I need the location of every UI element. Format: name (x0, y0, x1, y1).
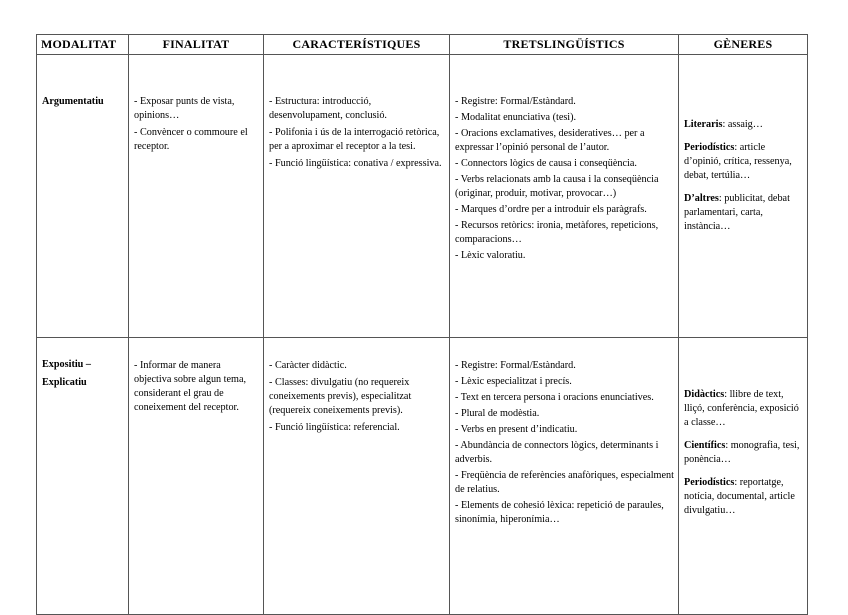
cell-caracteristiques (264, 55, 450, 338)
cell-modalitat (37, 55, 129, 338)
cell-caracteristiques (264, 338, 450, 615)
list-item: - Registre: Formal/Estàndard. (455, 96, 576, 107)
list-item: - Registre: Formal/Estàndard. (455, 360, 576, 371)
list-item: - Polifonia i ús de la interrogació retòrica, per a aproximar el receptor a la tesi. (269, 127, 440, 152)
list-item: - Oracions exclamatives, desideratives… per a expressar l’opinió personal de l’autor. (455, 128, 645, 153)
genre-term: Periodístics (684, 142, 735, 153)
header-finalitat: FINALITAT (129, 35, 264, 55)
genre-desc: : article d’opinió, crítica, ressenya, debat, tertúlia… (684, 142, 792, 181)
modalitat-label: Expositiu – (42, 359, 91, 370)
list-item: - Lèxic especialitzat i precís. (455, 376, 572, 387)
cell-generes (679, 55, 808, 338)
genre-entry (684, 141, 803, 183)
list-item: - Lèxic valoratiu. (455, 250, 526, 261)
list-item: - Marques d’ordre per a introduir els paràgrafs. (455, 204, 647, 215)
header-trets-linguistics: TRETSLINGÜÍSTICS (450, 35, 679, 55)
list-item: - Plural de modèstia. (455, 408, 540, 419)
list-item: - Modalitat enunciativa (tesi). (455, 112, 577, 123)
genre-entry (684, 388, 803, 430)
genre-term: Científics (684, 440, 726, 451)
list-item: - Funció lingüística: conativa / expressiva. (269, 158, 442, 169)
genre-entry (684, 118, 803, 132)
cell-trets (450, 338, 679, 615)
table-row (37, 338, 808, 615)
genre-desc: : reportatge, notícia, documental, article divulgatiu… (684, 477, 795, 516)
genre-desc: : publicitat, debat parlamentari, carta, instància… (684, 193, 790, 232)
genre-desc: : llibre de text, lliçó, conferència, exposició a classe… (684, 389, 799, 428)
list-item: - Classes: divulgatiu (no requereix coneixements previs), especialitzat (requereix coneixements previs). (269, 377, 412, 416)
genre-entry (684, 439, 803, 467)
list-item: - Freqüència de referències anafòriques, especialment de relatius. (455, 470, 674, 495)
list-item: - Verbs relacionats amb la causa i la conseqüència (originar, produir, motivar, provocar…) (455, 174, 659, 199)
genre-term: Periodístics (684, 477, 735, 488)
list-item: - Text en tercera persona i oracions enunciatives. (455, 392, 654, 403)
header-caracteristiques: CARACTERÍSTIQUES (264, 35, 450, 55)
list-item: - Estructura: introducció, desenvolupament, conclusió. (269, 96, 387, 121)
cell-trets (450, 55, 679, 338)
table-row (37, 55, 808, 338)
header-generes: GÈNERES (679, 35, 808, 55)
genre-entry (684, 192, 803, 234)
genre-desc: : monografia, tesi, ponència… (684, 440, 800, 465)
genre-term: Literaris (684, 119, 723, 130)
list-item: - Convèncer o commoure el receptor. (134, 127, 248, 152)
list-item: - Recursos retòrics: ironia, metàfores, repeticions, comparacions… (455, 220, 659, 245)
list-item: - Verbs en present d’indicatiu. (455, 424, 578, 435)
genre-entry (684, 476, 803, 518)
modalitat-label: Explicatiu (42, 377, 87, 388)
genre-term: D’altres (684, 193, 719, 204)
cell-finalitat (129, 55, 264, 338)
cell-modalitat (37, 338, 129, 615)
header-modalitat: MODALITAT (37, 35, 129, 55)
genres-table (36, 34, 808, 615)
list-item: - Exposar punts de vista, opinions… (134, 96, 235, 121)
genre-desc: : assaig… (722, 119, 763, 130)
modalitat-label: Argumentatiu (42, 96, 104, 107)
cell-generes (679, 338, 808, 615)
list-item: - Funció lingüística: referencial. (269, 422, 400, 433)
header-row (37, 35, 808, 55)
list-item: - Abundància de connectors lògics, determinants i adverbis. (455, 440, 659, 465)
genre-term: Didàctics (684, 389, 725, 400)
list-item: - Elements de cohesió lèxica: repetició de paraules, sinonímia, hiperonímia… (455, 500, 664, 525)
list-item: - Informar de manera objectiva sobre algun tema, considerant el grau de coneixement del receptor. (134, 360, 247, 413)
list-item: - Caràcter didàctic. (269, 360, 347, 371)
cell-finalitat (129, 338, 264, 615)
list-item: - Connectors lògics de causa i conseqüència. (455, 158, 637, 169)
